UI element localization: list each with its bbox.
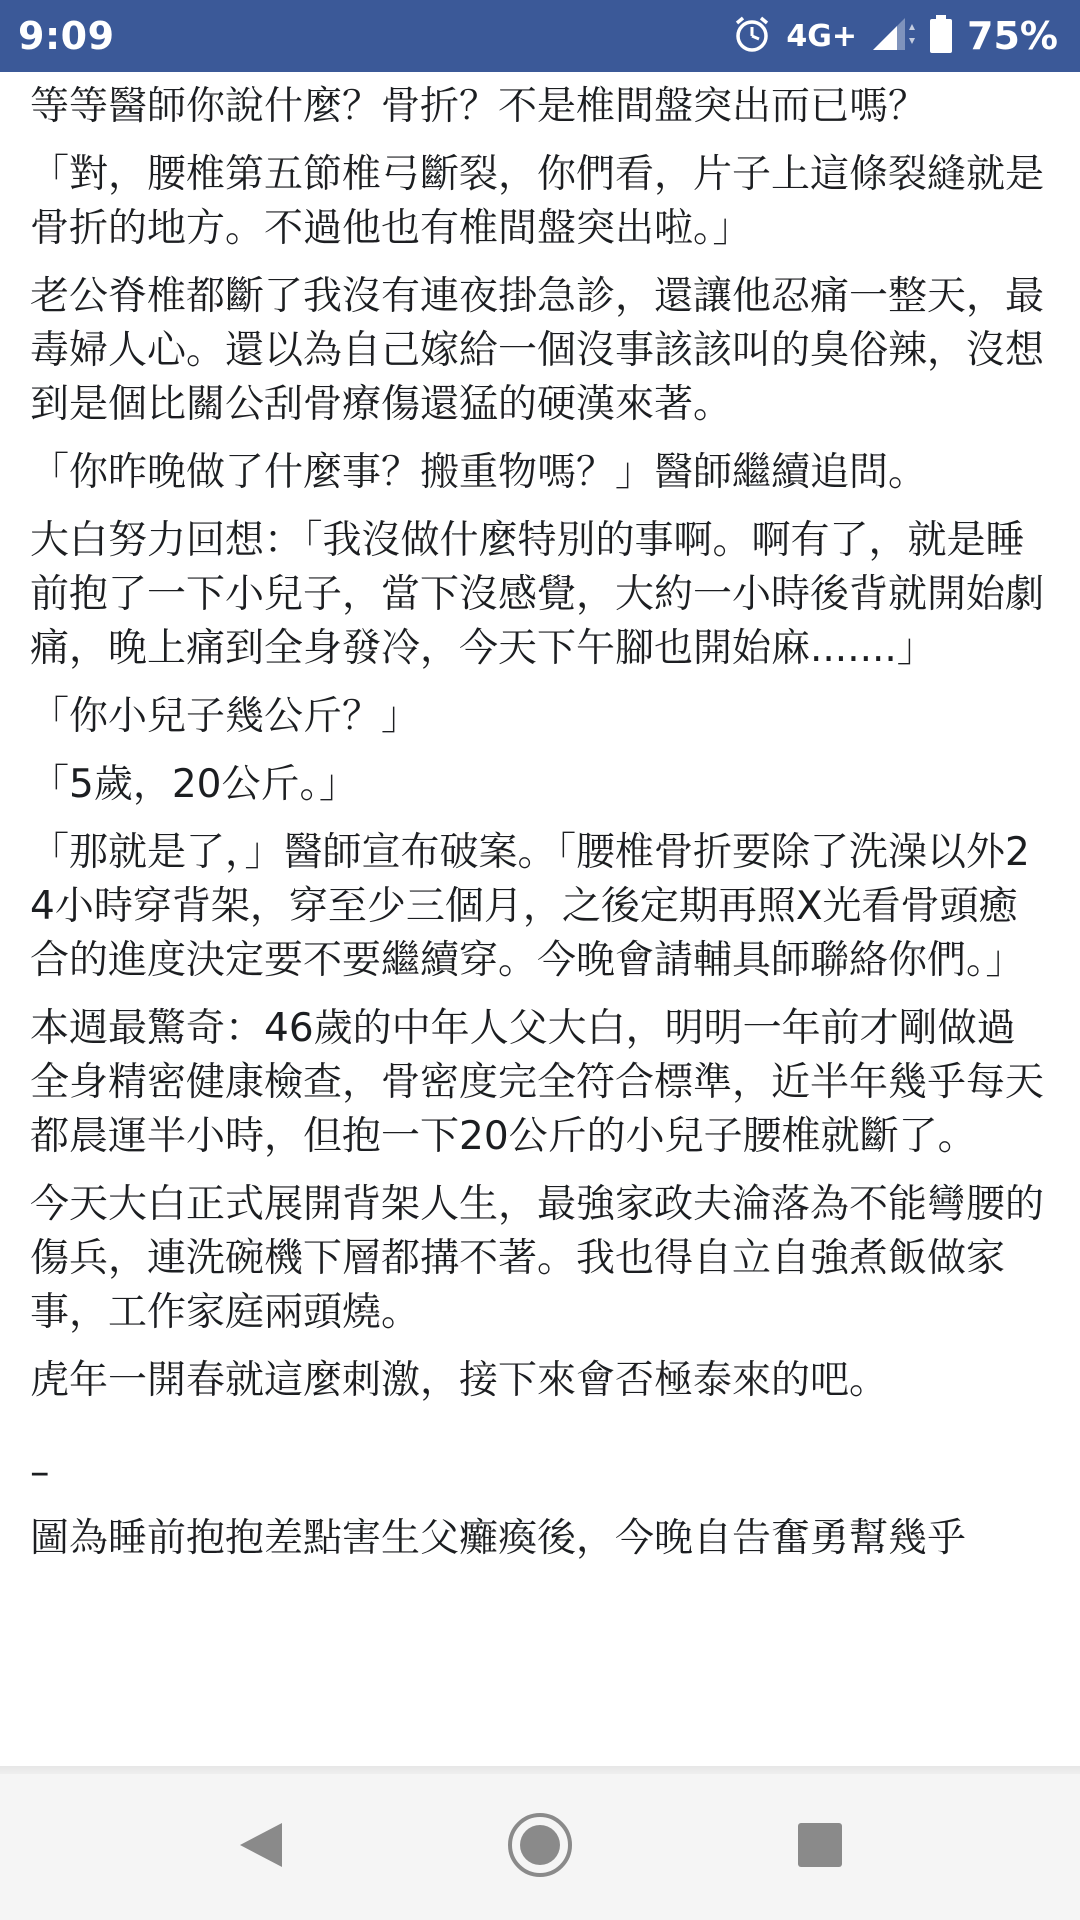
recents-icon (796, 1821, 844, 1873)
post-paragraph-7: 「5歲，20公斤。」 (30, 762, 358, 807)
nav-back-button[interactable] (205, 1792, 315, 1902)
post-paragraph-4: 「你昨晚做了什麼事？搬重物嗎？」醫師繼續追問。 (30, 450, 928, 495)
network-type-label: 4G+ (786, 18, 858, 54)
post-paragraph-5: 大白努力回想：「我沒做什麼特別的事啊。啊有了，就是睡前抱了一下小兒子，當下沒感覺，大約一小時後背就開始劇痛，晚上痛到全身發冷，今天下午腳也開始麻.......」 (30, 518, 1045, 671)
post-paragraph-10: 今天大白正式展開背架人生，最強家政夫淪落為不能彎腰的傷兵，連洗碗機下層都搆不著。我也得自立自強煮飯做家事，工作家庭兩頭燒。 (30, 1182, 1045, 1335)
status-bar (0, 0, 1080, 72)
post-separator: – (30, 1450, 50, 1495)
post-paragraph-9: 本週最驚奇：46歲的中年人父大白，明明一年前才剛做過全身精密健康檢查，骨密度完全符合標準，近半年幾乎每天都晨運半小時，但抱一下20公斤的小兒子腰椎就斷了。 (30, 1006, 1045, 1159)
status-time: 9:09 (18, 14, 115, 58)
alarm-icon (732, 14, 772, 58)
post-paragraph-8: 「那就是了，」醫師宣布破案。「腰椎骨折要除了洗澡以外24小時穿背架，穿至少三個月，之後定期再照X光看骨頭癒合的進度決定要不要繼續穿。今晚會請輔具師聯絡你們。」 (30, 830, 1030, 983)
post-content (0, 72, 1080, 1772)
nav-recents-button[interactable] (765, 1792, 875, 1902)
status-icons (732, 14, 1058, 58)
battery-icon (929, 14, 953, 58)
signal-icon (871, 16, 915, 56)
battery-percent: 75% (967, 14, 1058, 58)
nav-home-button[interactable] (485, 1792, 595, 1902)
post-paragraph-1: 等等醫師你說什麼？骨折？不是椎間盤突出而已嗎？ (30, 84, 928, 129)
post-paragraph-6: 「你小兒子幾公斤？」 (30, 694, 421, 739)
navigation-bar (0, 1774, 1080, 1920)
post-caption: 圖為睡前抱抱差點害生父癱瘓後，今晚自告奮勇幫幾乎 (30, 1516, 967, 1561)
post-paragraph-2: 「對，腰椎第五節椎弓斷裂，你們看，片子上這條裂縫就是骨折的地方。不過他也有椎間盤突出啦。」 (30, 152, 1045, 251)
post-paragraph-3: 老公脊椎都斷了我沒有連夜掛急診，還讓他忍痛一整天，最毒婦人心。還以為自己嫁給一個沒事該該叫的臭俗辣，沒想到是個比關公刮骨療傷還猛的硬漢來著。 (30, 274, 1045, 427)
back-icon (232, 1817, 288, 1877)
post-paragraph-11: 虎年一開春就這麼刺激，接下來會否極泰來的吧。 (30, 1358, 889, 1403)
home-icon (505, 1810, 575, 1884)
